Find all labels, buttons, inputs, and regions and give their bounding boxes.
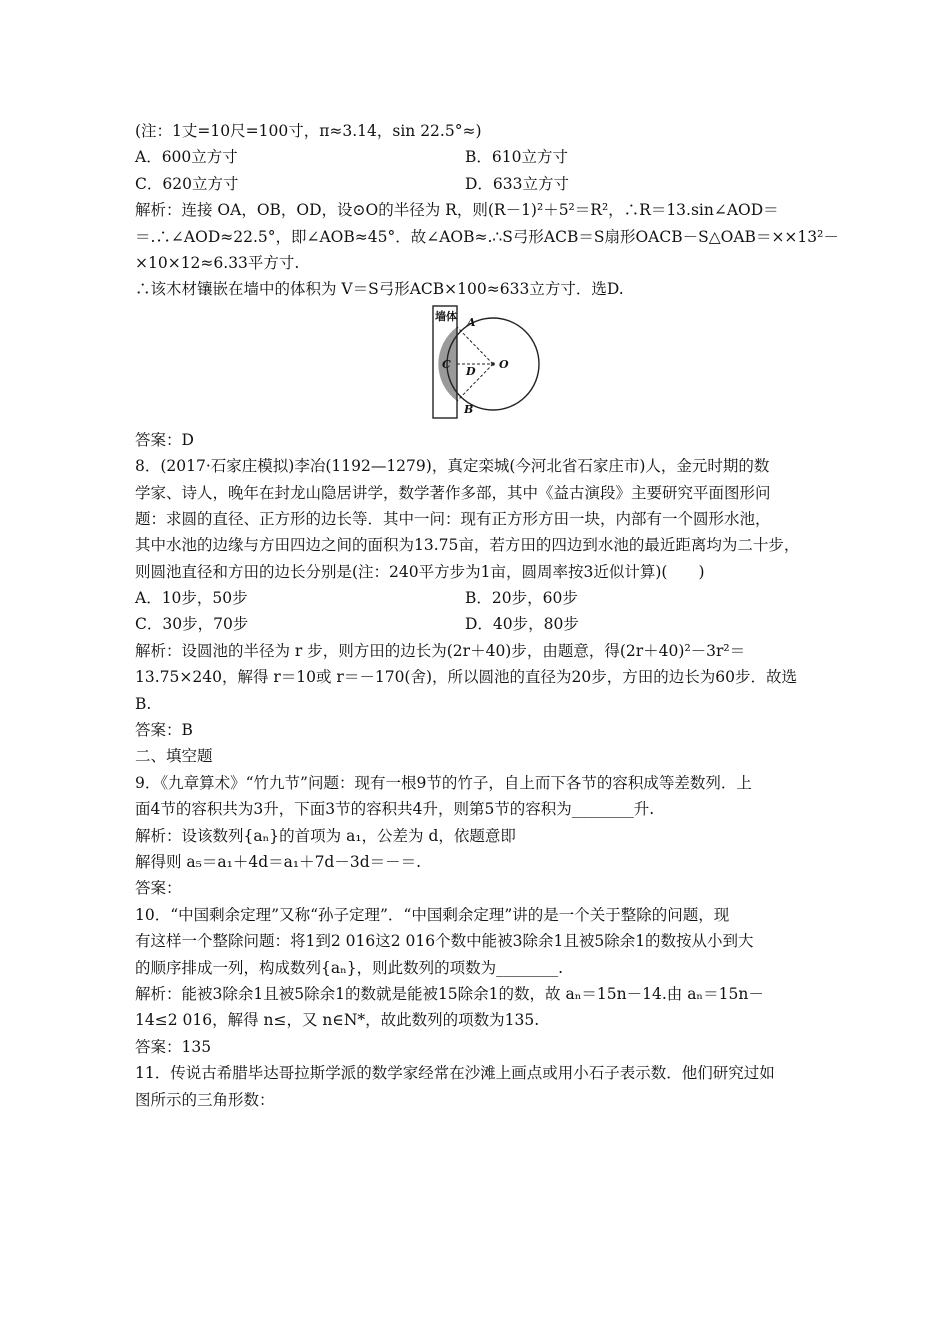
q10-stem-line-2: 有这样一个整除问题：将1到2 016这2 016个数中能被3除余1且被5除余1的数按从小到大 [135, 932, 754, 951]
q7-analysis-line-2: ＝.∴∠AOD≈22.5°，即∠AOB≈45°．故∠AOB≈.∴S弓形ACB＝S扇形OACB－S△OAB＝××13²－ [135, 227, 839, 246]
label-b: B [464, 402, 474, 416]
q11-stem-line-1: 11．传说古希腊毕达哥拉斯学派的数学家经常在沙滩上画点或用小石子表示数．他们研究过如 [135, 1064, 775, 1083]
q8-stem-line-4: 其中水池的边缘与方田四边之间的面积为13.75亩，若方田的四边到水池的最近距离均为二十步， [135, 536, 800, 555]
q8-analysis-line-3: B. [135, 694, 152, 713]
wall-label: 墙体 [435, 309, 457, 323]
q8-options-row-2 [135, 611, 825, 637]
q8-option-d: D．40步，80步 [465, 615, 579, 634]
q10-stem-line-3: 的顺序排成一列，构成数列{aₙ}，则此数列的项数为________. [135, 958, 564, 977]
label-o: O [499, 357, 509, 371]
label-a: A [467, 315, 476, 329]
q7-answer: 答案：D [135, 430, 194, 449]
q10-analysis-line-1: 解析：能被3除余1且被5除余1的数就是能被15除余1的数，故 aₙ＝15n－14.由 aₙ＝15n－ [135, 984, 764, 1003]
q7-option-d: D．633立方寸 [465, 174, 570, 193]
q8-option-b: B．20步，60步 [465, 589, 578, 608]
q7-option-a: A．600立方寸 [135, 148, 238, 167]
q7-note: (注：1丈=10尺=100寸，π≈3.14，sin 22.5°≈) [135, 122, 482, 140]
label-c: C [442, 357, 451, 371]
q8-options-row-1 [135, 585, 825, 611]
label-d: D [466, 364, 476, 378]
q7-options-row-1 [135, 144, 825, 170]
center-point [491, 362, 495, 366]
q10-answer: 答案：135 [135, 1037, 212, 1056]
q8-analysis-line-1: 解析：设圆池的半径为 r 步，则方田的边长为(2r＋40)步，由题意，得(2r＋40)²－3r²＝ [135, 641, 746, 660]
q8-stem-line-3: 题：求圆的直径、正方形的边长等．其中一问：现有正方形方田一块，内部有一个圆形水池， [135, 509, 771, 528]
q10-stem-line-1: 10．“中国剩余定理”又称“孙子定理”．“中国剩余定理”讲的是一个关于整除的问题，现 [135, 905, 730, 924]
section-heading-fill-in: 二、填空题 [135, 747, 213, 766]
q9-stem-line-2: 面4节的容积共为3升，下面3节的容积共4升，则第5节的容积为________升. [135, 800, 655, 819]
q9-analysis-line-1: 解析：设该数列{aₙ}的首项为 a₁，公差为 d，依题意即 [135, 826, 516, 845]
q9-analysis-line-2: 解得则 a₅＝a₁＋4d＝a₁＋7d－3d＝－＝. [135, 852, 422, 871]
q8-stem-line-2: 学家、诗人，晚年在封龙山隐居讲学，数学著作多部，其中《益古演段》主要研究平面图形问 [135, 483, 771, 502]
wall-circle-figure [135, 303, 825, 427]
q11-stem-line-2: 图所示的三角形数： [135, 1090, 275, 1109]
q8-stem-line-1: 8．(2017·石家庄模拟)李冶(1192—1279)，真定栾城(今河北省石家庄市)人，金元时期的数 [135, 457, 770, 476]
q7-option-b: B．610立方寸 [465, 148, 568, 167]
wall-circle-diagram [432, 305, 552, 423]
q7-analysis-line-1: 解析：连接 OA，OB，OD，设⊙O的半径为 R，则(R－1)²＋5²＝R²，∴R＝13.sin∠AOD＝ [135, 201, 779, 220]
radius-oa [457, 327, 493, 364]
q7-analysis-line-4: ∴该木材镶嵌在墙中的体积为 V＝S弓形ACB×100≈633立方寸．选D. [135, 280, 624, 299]
q8-answer: 答案：B [135, 721, 193, 740]
q7-analysis-line-3: ×10×12≈6.33平方寸. [135, 253, 300, 272]
q7-options-row-2 [135, 171, 825, 197]
q10-analysis-line-2: 14≤2 016，解得 n≤，又 n∈N*，故此数列的项数为135. [135, 1011, 540, 1030]
document-page [135, 118, 839, 1113]
q9-answer: 答案： [135, 879, 182, 898]
q9-stem-line-1: 9．《九章算术》“竹九节”问题：现有一根9节的竹子，自上而下各节的容积成等差数列．上 [135, 773, 752, 792]
q8-stem-line-5: 则圆池直径和方田的边长分别是(注：240平方步为1亩，圆周率按3近似计算)( ) [135, 562, 705, 581]
q8-analysis-line-2: 13.75×240，解得 r＝10或 r＝－170(舍)，所以圆池的直径为20步，方田的边长为60步．故选 [135, 668, 797, 687]
q8-option-a: A．10步，50步 [135, 589, 248, 608]
q8-option-c: C．30步，70步 [135, 615, 249, 634]
q7-option-c: C．620立方寸 [135, 174, 239, 193]
